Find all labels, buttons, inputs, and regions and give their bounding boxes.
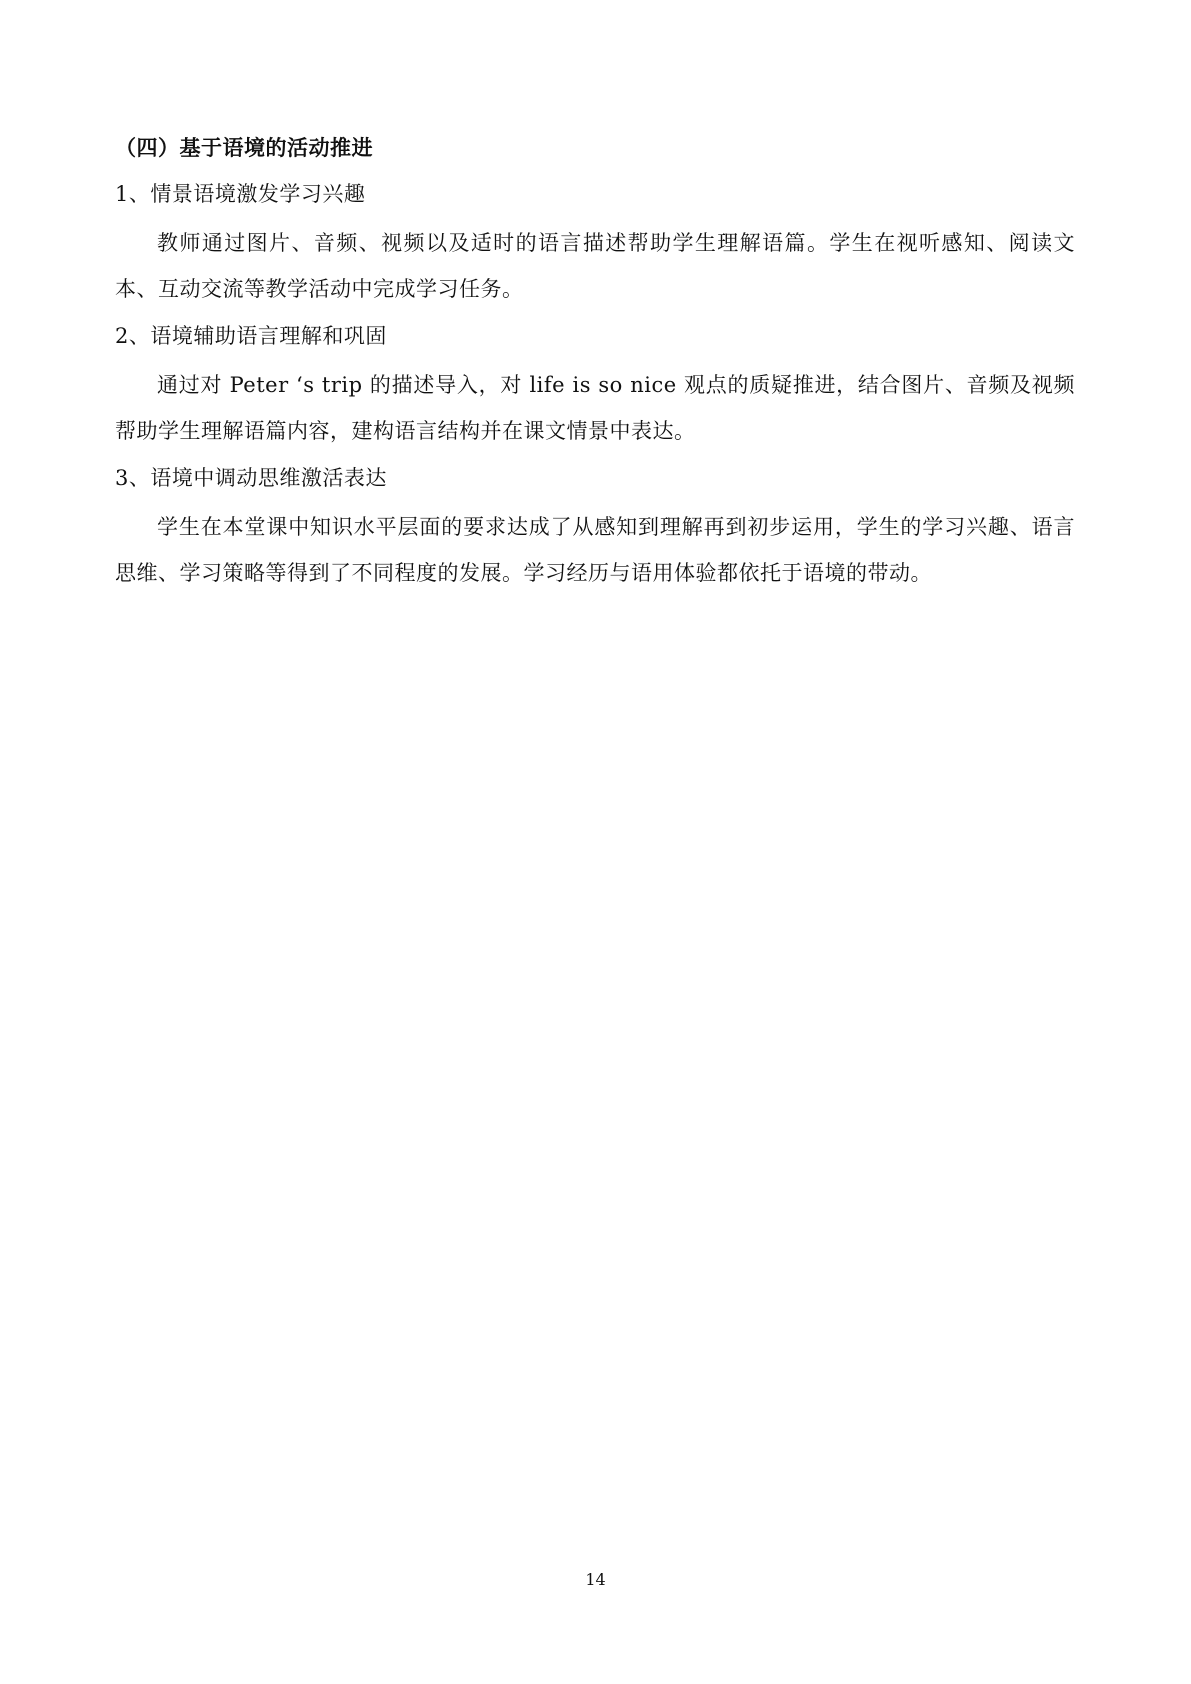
- paragraph-3: 学生在本堂课中知识水平层面的要求达成了从感知到理解再到初步运用，学生的学习兴趣、语言思维、学习策略等得到了不同程度的发展。学习经历与语用体验都依托于语境的带动。: [115, 515, 1075, 585]
- page-content: [115, 128, 1075, 600]
- section-title: （四）基于语境的活动推进: [115, 135, 373, 160]
- page-number: 14: [585, 1570, 606, 1589]
- subheading-2: 2、语境辅助语言理解和巩固: [115, 324, 387, 348]
- subheading-3: 3、语境中调动思维激活表达: [115, 466, 387, 490]
- paragraph-1: 教师通过图片、音频、视频以及适时的语言描述帮助学生理解语篇。学生在视听感知、阅读文本、互动交流等教学活动中完成学习任务。: [115, 231, 1075, 301]
- subheading-1: 1、情景语境激发学习兴趣: [115, 182, 366, 206]
- paragraph-2: 通过对 Peter ‘s trip 的描述导入，对 life is so nice 观点的质疑推进，结合图片、音频及视频帮助学生理解语篇内容，建构语言结构并在课文情景中表达。: [115, 373, 1075, 443]
